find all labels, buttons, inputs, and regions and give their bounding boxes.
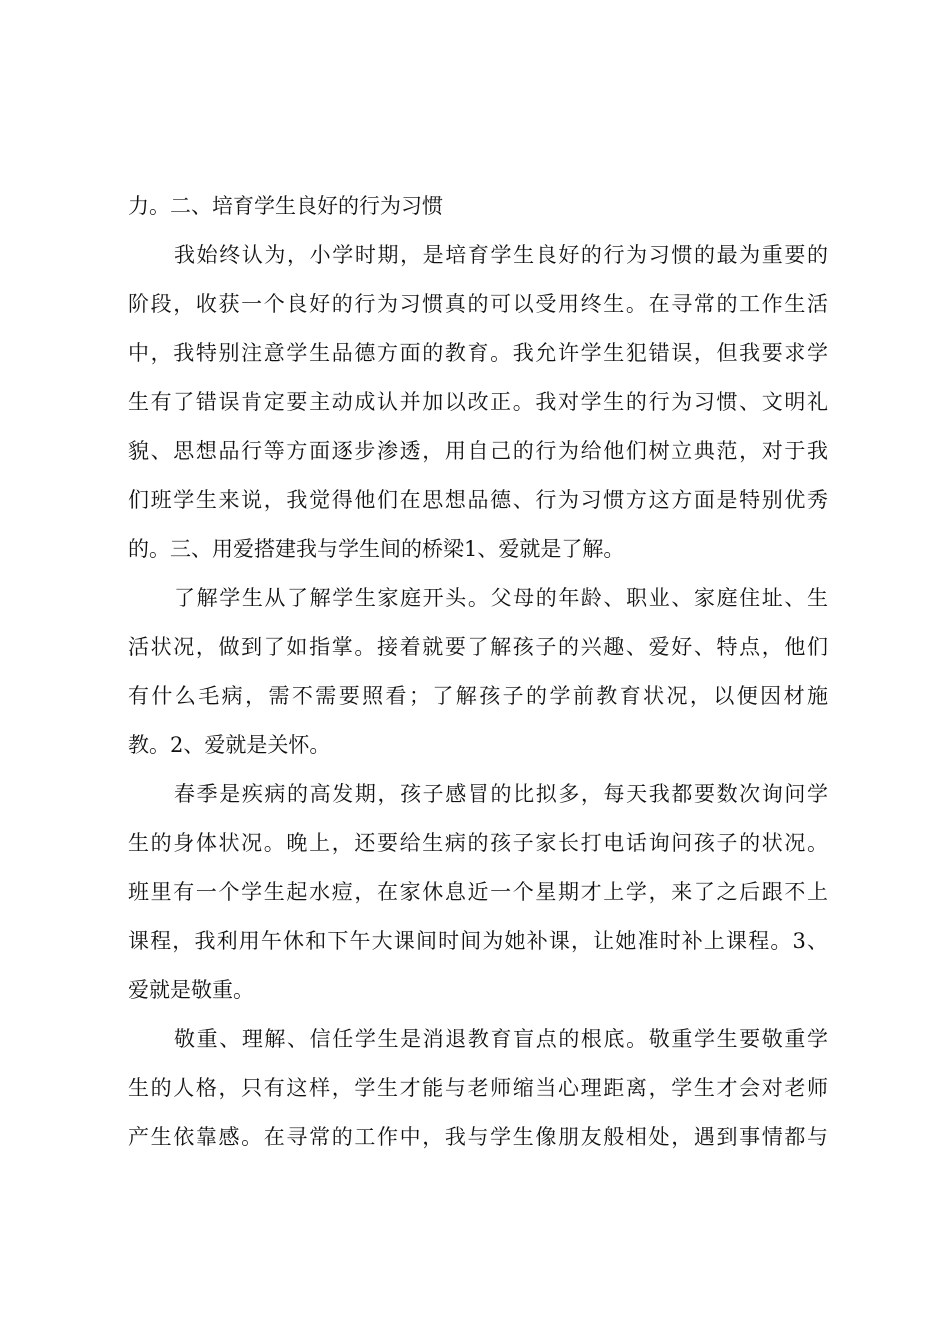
text-line: 产生依靠感。在寻常的工作中，我与学生像朋友般相处，遇到事情都与: [128, 1125, 828, 1149]
text-line: 有什么毛病，需不需要照看；了解孩子的学前教育状况，以便因材施: [128, 684, 828, 708]
text-line: 敬重、理解、信任学生是消退教育盲点的根底。敬重学生要敬重学: [174, 1027, 828, 1051]
text-line: 生的人格，只有这样，学生才能与老师缩当心理距离，学生才会对老师: [128, 1076, 828, 1100]
text-line: 教。2、爱就是关怀。: [128, 733, 331, 757]
text-line: 们班学生来说，我觉得他们在思想品德、行为习惯方这方面是特别优秀: [128, 488, 828, 512]
text-line: 的。三、用爱搭建我与学生间的桥梁1、爱就是了解。: [128, 537, 625, 561]
text-line: 活状况，做到了如指掌。接着就要了解孩子的兴趣、爱好、特点，他们: [128, 635, 828, 659]
body-text: [128, 190, 828, 1170]
text-line: 阶段，收获一个良好的行为习惯真的可以受用终生。在寻常的工作生活: [128, 292, 828, 316]
text-line: 貌、思想品行等方面逐步渗透，用自己的行为给他们树立典范，对于我: [128, 439, 828, 463]
text-line: 生有了错误肯定要主动成认并加以改正。我对学生的行为习惯、文明礼: [128, 390, 828, 414]
text-line: 我始终认为，小学时期，是培育学生良好的行为习惯的最为重要的: [174, 243, 828, 267]
text-line: 力。二、培育学生良好的行为习惯: [128, 194, 443, 218]
text-line: 爱就是敬重。: [128, 978, 254, 1002]
text-line: 春季是疾病的高发期，孩子感冒的比拟多，每天我都要数次询问学: [174, 782, 828, 806]
text-line: 中，我特别注意学生品德方面的教育。我允许学生犯错误，但我要求学: [128, 341, 828, 365]
text-line: 课程，我利用午休和下午大课间时间为她补课，让她准时补上课程。3、: [128, 929, 828, 953]
text-line: 班里有一个学生起水痘，在家休息近一个星期才上学，来了之后跟不上: [128, 880, 828, 904]
text-line: 了解学生从了解学生家庭开头。父母的年龄、职业、家庭住址、生: [174, 586, 828, 610]
text-line: 生的身体状况。晚上，还要给生病的孩子家长打电话询问孩子的状况。: [128, 831, 828, 855]
